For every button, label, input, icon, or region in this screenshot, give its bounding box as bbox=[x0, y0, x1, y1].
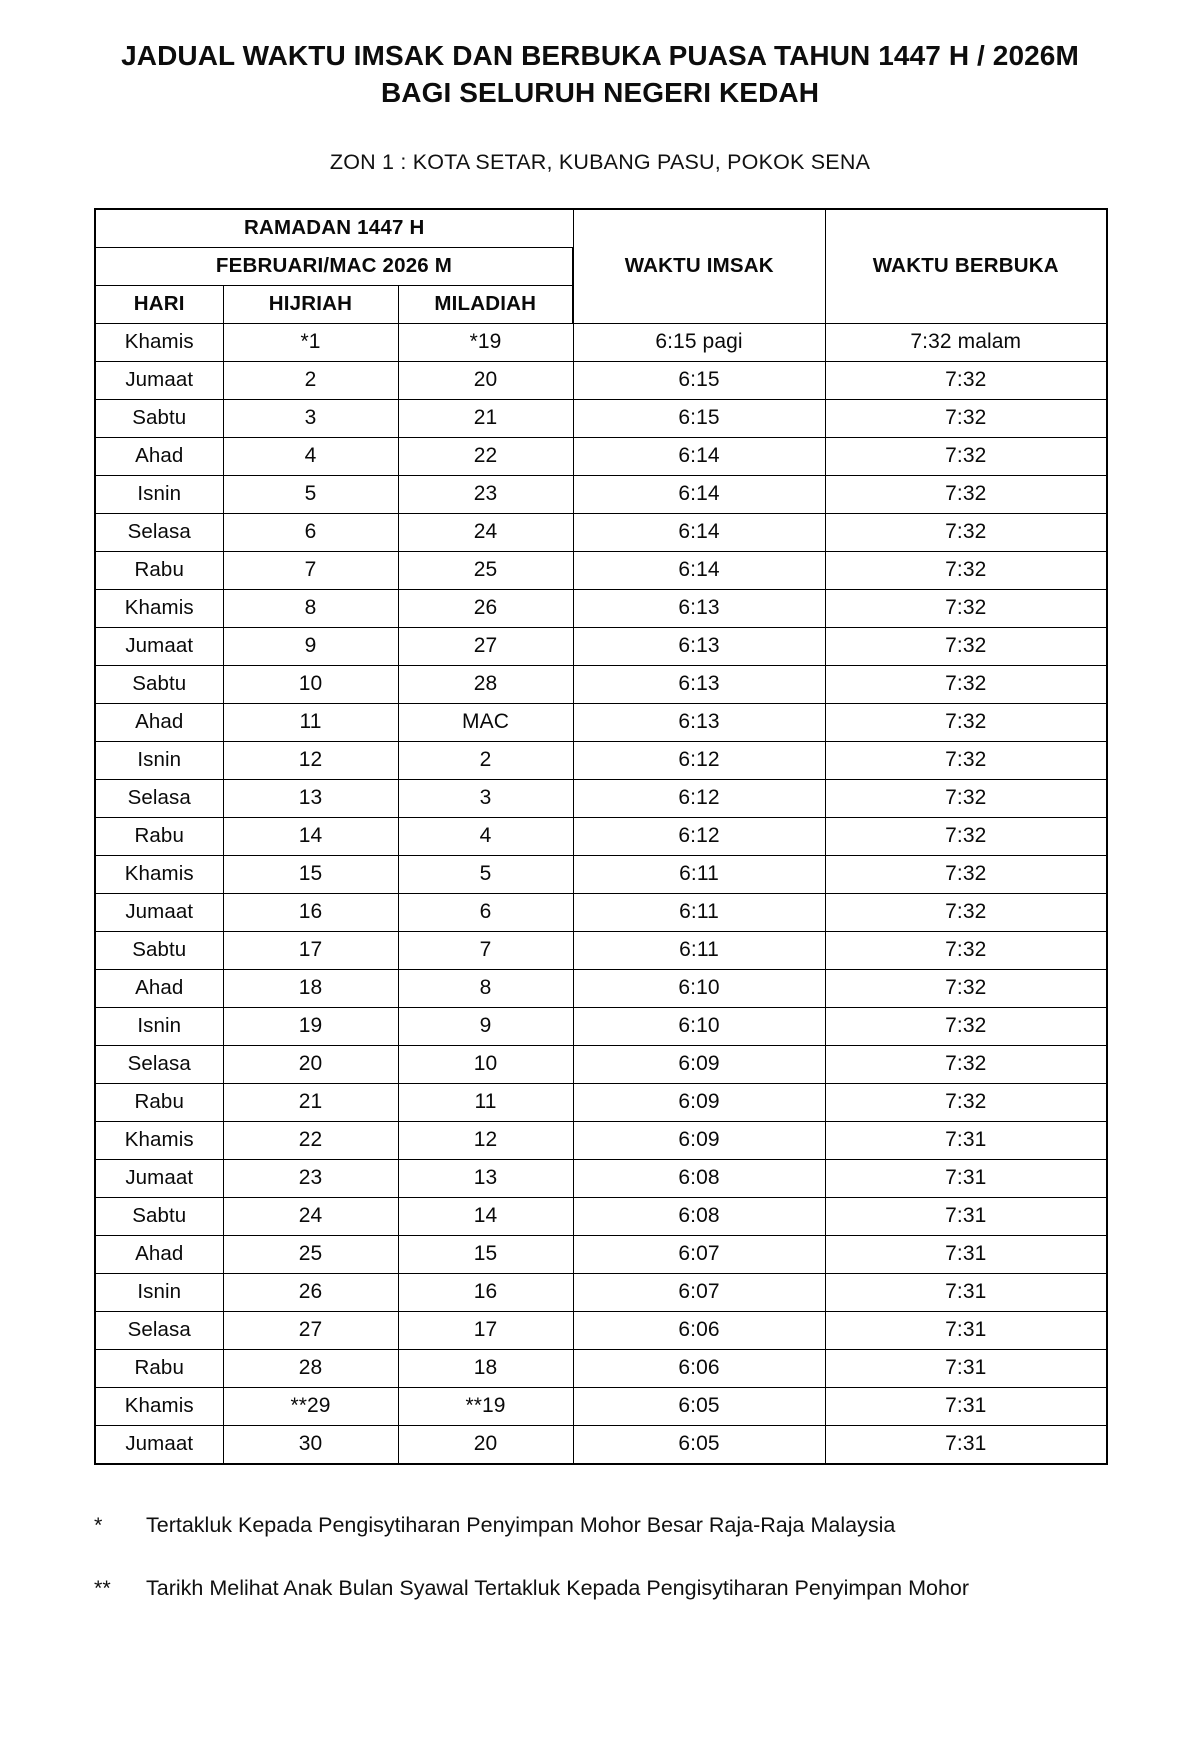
table-row bbox=[95, 779, 1107, 817]
table-row bbox=[95, 1425, 1107, 1464]
cell-hari: Jumaat bbox=[95, 1425, 223, 1464]
cell-hari: Jumaat bbox=[95, 1159, 223, 1197]
cell-hijriah: 30 bbox=[223, 1425, 398, 1464]
cell-miladiah: 18 bbox=[398, 1349, 573, 1387]
table-row bbox=[95, 969, 1107, 1007]
cell-hari: Khamis bbox=[95, 1121, 223, 1159]
cell-waktu-imsak: 6:10 bbox=[573, 1007, 825, 1045]
cell-hari: Isnin bbox=[95, 741, 223, 779]
table-row bbox=[95, 1235, 1107, 1273]
table-row bbox=[95, 855, 1107, 893]
cell-waktu-berbuka: 7:31 bbox=[825, 1349, 1107, 1387]
cell-waktu-imsak: 6:13 bbox=[573, 703, 825, 741]
cell-waktu-imsak: 6:12 bbox=[573, 817, 825, 855]
cell-hari: Selasa bbox=[95, 513, 223, 551]
cell-miladiah: 16 bbox=[398, 1273, 573, 1311]
cell-hari: Jumaat bbox=[95, 627, 223, 665]
cell-miladiah: 4 bbox=[398, 817, 573, 855]
cell-miladiah: 28 bbox=[398, 665, 573, 703]
cell-waktu-imsak: 6:11 bbox=[573, 931, 825, 969]
cell-hari: Isnin bbox=[95, 1273, 223, 1311]
table-row bbox=[95, 1311, 1107, 1349]
cell-waktu-imsak: 6:13 bbox=[573, 589, 825, 627]
table-row bbox=[95, 817, 1107, 855]
cell-waktu-berbuka: 7:32 bbox=[825, 361, 1107, 399]
cell-hari: Jumaat bbox=[95, 361, 223, 399]
footnotes-section bbox=[94, 1511, 1106, 1603]
footnote-double-asterisk bbox=[94, 1574, 1106, 1603]
table-row bbox=[95, 551, 1107, 589]
cell-waktu-berbuka: 7:32 bbox=[825, 627, 1107, 665]
cell-waktu-berbuka: 7:32 bbox=[825, 1083, 1107, 1121]
cell-waktu-imsak: 6:06 bbox=[573, 1349, 825, 1387]
cell-hijriah: 6 bbox=[223, 513, 398, 551]
cell-waktu-berbuka: 7:32 bbox=[825, 855, 1107, 893]
cell-hijriah: 5 bbox=[223, 475, 398, 513]
cell-hari: Rabu bbox=[95, 817, 223, 855]
table-row bbox=[95, 1159, 1107, 1197]
cell-waktu-berbuka: 7:31 bbox=[825, 1387, 1107, 1425]
table-row bbox=[95, 1273, 1107, 1311]
cell-miladiah: 15 bbox=[398, 1235, 573, 1273]
cell-miladiah: 9 bbox=[398, 1007, 573, 1045]
cell-hari: Ahad bbox=[95, 437, 223, 475]
cell-waktu-imsak: 6:08 bbox=[573, 1197, 825, 1235]
table-row bbox=[95, 1007, 1107, 1045]
cell-waktu-imsak: 6:12 bbox=[573, 741, 825, 779]
cell-hari: Sabtu bbox=[95, 931, 223, 969]
imsak-berbuka-table bbox=[94, 208, 1108, 1465]
cell-hari: Rabu bbox=[95, 551, 223, 589]
table-row bbox=[95, 437, 1107, 475]
cell-miladiah: 3 bbox=[398, 779, 573, 817]
cell-hari: Jumaat bbox=[95, 893, 223, 931]
table-row bbox=[95, 1197, 1107, 1235]
cell-hijriah: 20 bbox=[223, 1045, 398, 1083]
table-body bbox=[95, 323, 1107, 1464]
cell-miladiah: 27 bbox=[398, 627, 573, 665]
footnote-single-asterisk bbox=[94, 1511, 1106, 1540]
cell-miladiah: 20 bbox=[398, 1425, 573, 1464]
header-hari: HARI bbox=[95, 285, 223, 323]
cell-miladiah: 6 bbox=[398, 893, 573, 931]
cell-miladiah: 5 bbox=[398, 855, 573, 893]
cell-waktu-berbuka: 7:32 bbox=[825, 817, 1107, 855]
header-miladiah: MILADIAH bbox=[398, 285, 573, 323]
cell-miladiah: 12 bbox=[398, 1121, 573, 1159]
cell-waktu-imsak: 6:12 bbox=[573, 779, 825, 817]
cell-waktu-imsak: 6:14 bbox=[573, 437, 825, 475]
cell-hari: Sabtu bbox=[95, 1197, 223, 1235]
cell-miladiah: 21 bbox=[398, 399, 573, 437]
header-ramadan-year: RAMADAN 1447 H bbox=[95, 209, 573, 248]
cell-hari: Khamis bbox=[95, 855, 223, 893]
cell-hari: Rabu bbox=[95, 1349, 223, 1387]
cell-hari: Selasa bbox=[95, 1045, 223, 1083]
cell-waktu-imsak: 6:13 bbox=[573, 665, 825, 703]
cell-waktu-berbuka: 7:32 bbox=[825, 665, 1107, 703]
cell-hari: Khamis bbox=[95, 323, 223, 361]
table-row bbox=[95, 893, 1107, 931]
cell-waktu-imsak: 6:14 bbox=[573, 551, 825, 589]
cell-miladiah: 17 bbox=[398, 1311, 573, 1349]
cell-miladiah: 11 bbox=[398, 1083, 573, 1121]
cell-miladiah: 22 bbox=[398, 437, 573, 475]
cell-waktu-berbuka: 7:31 bbox=[825, 1197, 1107, 1235]
cell-miladiah: 26 bbox=[398, 589, 573, 627]
cell-hijriah: 11 bbox=[223, 703, 398, 741]
cell-waktu-imsak: 6:10 bbox=[573, 969, 825, 1007]
zone-subtitle: ZON 1 : KOTA SETAR, KUBANG PASU, POKOK SENA bbox=[329, 149, 871, 174]
cell-hari: Ahad bbox=[95, 703, 223, 741]
cell-hari: Sabtu bbox=[95, 399, 223, 437]
cell-miladiah: 13 bbox=[398, 1159, 573, 1197]
table-row bbox=[95, 361, 1107, 399]
cell-miladiah: 25 bbox=[398, 551, 573, 589]
cell-waktu-imsak: 6:05 bbox=[573, 1425, 825, 1464]
header-row-ramadan bbox=[95, 209, 1107, 248]
cell-waktu-berbuka: 7:31 bbox=[825, 1235, 1107, 1273]
table-row bbox=[95, 1083, 1107, 1121]
cell-waktu-berbuka: 7:32 bbox=[825, 437, 1107, 475]
cell-waktu-imsak: 6:11 bbox=[573, 855, 825, 893]
cell-hijriah: 25 bbox=[223, 1235, 398, 1273]
cell-hari: Ahad bbox=[95, 969, 223, 1007]
cell-waktu-berbuka: 7:32 bbox=[825, 513, 1107, 551]
cell-waktu-imsak: 6:08 bbox=[573, 1159, 825, 1197]
cell-miladiah: 14 bbox=[398, 1197, 573, 1235]
cell-hijriah: 17 bbox=[223, 931, 398, 969]
cell-miladiah: 8 bbox=[398, 969, 573, 1007]
cell-waktu-imsak: 6:14 bbox=[573, 475, 825, 513]
cell-miladiah: **19 bbox=[398, 1387, 573, 1425]
cell-waktu-berbuka: 7:32 bbox=[825, 475, 1107, 513]
table-row bbox=[95, 323, 1107, 361]
cell-miladiah: 10 bbox=[398, 1045, 573, 1083]
cell-waktu-berbuka: 7:31 bbox=[825, 1121, 1107, 1159]
cell-hijriah: 8 bbox=[223, 589, 398, 627]
page-title-line-2: BAGI SELURUH NEGERI KEDAH bbox=[380, 76, 820, 108]
footnote-marker: * bbox=[94, 1512, 103, 1537]
cell-hijriah: 22 bbox=[223, 1121, 398, 1159]
header-waktu-berbuka: WAKTU BERBUKA bbox=[825, 209, 1107, 324]
cell-miladiah: 2 bbox=[398, 741, 573, 779]
cell-waktu-berbuka: 7:32 bbox=[825, 551, 1107, 589]
cell-waktu-berbuka: 7:32 bbox=[825, 703, 1107, 741]
cell-waktu-berbuka: 7:32 bbox=[825, 741, 1107, 779]
footnote-text: Tertakluk Kepada Pengisytiharan Penyimpan Mohor Besar Raja-Raja Malaysia bbox=[146, 1512, 896, 1537]
cell-hijriah: 3 bbox=[223, 399, 398, 437]
table-row bbox=[95, 399, 1107, 437]
cell-hijriah: **29 bbox=[223, 1387, 398, 1425]
cell-waktu-berbuka: 7:32 bbox=[825, 779, 1107, 817]
cell-miladiah: 23 bbox=[398, 475, 573, 513]
cell-hijriah: 18 bbox=[223, 969, 398, 1007]
cell-waktu-imsak: 6:15 bbox=[573, 399, 825, 437]
cell-miladiah: *19 bbox=[398, 323, 573, 361]
cell-waktu-berbuka: 7:32 bbox=[825, 931, 1107, 969]
cell-waktu-berbuka: 7:32 bbox=[825, 893, 1107, 931]
schedule-table-container bbox=[94, 208, 1106, 1465]
cell-hijriah: 19 bbox=[223, 1007, 398, 1045]
cell-hijriah: 14 bbox=[223, 817, 398, 855]
header-gregorian-months: FEBRUARI/MAC 2026 M bbox=[95, 247, 573, 285]
table-row bbox=[95, 627, 1107, 665]
cell-hijriah: 23 bbox=[223, 1159, 398, 1197]
table-row bbox=[95, 703, 1107, 741]
header-waktu-imsak: WAKTU IMSAK bbox=[573, 209, 825, 324]
cell-waktu-berbuka: 7:31 bbox=[825, 1273, 1107, 1311]
cell-waktu-berbuka: 7:31 bbox=[825, 1159, 1107, 1197]
cell-miladiah: 24 bbox=[398, 513, 573, 551]
cell-hari: Isnin bbox=[95, 475, 223, 513]
cell-hijriah: 24 bbox=[223, 1197, 398, 1235]
cell-waktu-berbuka: 7:32 bbox=[825, 399, 1107, 437]
table-row bbox=[95, 1121, 1107, 1159]
cell-waktu-berbuka: 7:31 bbox=[825, 1311, 1107, 1349]
cell-hijriah: 15 bbox=[223, 855, 398, 893]
cell-waktu-imsak: 6:15 pagi bbox=[573, 323, 825, 361]
cell-hijriah: 9 bbox=[223, 627, 398, 665]
cell-hijriah: 13 bbox=[223, 779, 398, 817]
cell-waktu-berbuka: 7:32 bbox=[825, 1045, 1107, 1083]
cell-waktu-berbuka: 7:32 bbox=[825, 969, 1107, 1007]
table-row bbox=[95, 741, 1107, 779]
page-title-line-1: JADUAL WAKTU IMSAK DAN BERBUKA PUASA TAHUN 1447 H / 2026M bbox=[121, 40, 1079, 71]
cell-hijriah: 2 bbox=[223, 361, 398, 399]
cell-hijriah: 28 bbox=[223, 1349, 398, 1387]
footnote-text: Tarikh Melihat Anak Bulan Syawal Tertakluk Kepada Pengisytiharan Penyimpan Mohor bbox=[146, 1575, 970, 1600]
cell-waktu-imsak: 6:09 bbox=[573, 1045, 825, 1083]
cell-hijriah: 16 bbox=[223, 893, 398, 931]
cell-waktu-berbuka: 7:32 bbox=[825, 1007, 1107, 1045]
cell-hijriah: 7 bbox=[223, 551, 398, 589]
table-row bbox=[95, 475, 1107, 513]
cell-waktu-berbuka: 7:32 malam bbox=[825, 323, 1107, 361]
cell-hijriah: 26 bbox=[223, 1273, 398, 1311]
cell-hari: Khamis bbox=[95, 589, 223, 627]
header-hijriah: HIJRIAH bbox=[223, 285, 398, 323]
footnote-marker: ** bbox=[94, 1575, 111, 1600]
cell-waktu-berbuka: 7:32 bbox=[825, 589, 1107, 627]
cell-hijriah: 21 bbox=[223, 1083, 398, 1121]
cell-hari: Ahad bbox=[95, 1235, 223, 1273]
table-row bbox=[95, 1387, 1107, 1425]
table-row bbox=[95, 589, 1107, 627]
cell-waktu-imsak: 6:09 bbox=[573, 1121, 825, 1159]
cell-miladiah: 20 bbox=[398, 361, 573, 399]
cell-waktu-berbuka: 7:31 bbox=[825, 1425, 1107, 1464]
cell-hijriah: 10 bbox=[223, 665, 398, 703]
cell-miladiah: MAC bbox=[398, 703, 573, 741]
cell-waktu-imsak: 6:11 bbox=[573, 893, 825, 931]
cell-hari: Sabtu bbox=[95, 665, 223, 703]
cell-waktu-imsak: 6:05 bbox=[573, 1387, 825, 1425]
cell-waktu-imsak: 6:07 bbox=[573, 1273, 825, 1311]
cell-hari: Isnin bbox=[95, 1007, 223, 1045]
cell-hijriah: 12 bbox=[223, 741, 398, 779]
table-row bbox=[95, 931, 1107, 969]
table-row bbox=[95, 1045, 1107, 1083]
cell-hijriah: 27 bbox=[223, 1311, 398, 1349]
cell-hari: Rabu bbox=[95, 1083, 223, 1121]
cell-waktu-imsak: 6:14 bbox=[573, 513, 825, 551]
page-title-block bbox=[0, 0, 1200, 112]
cell-waktu-imsak: 6:09 bbox=[573, 1083, 825, 1121]
table-row bbox=[95, 1349, 1107, 1387]
table-row bbox=[95, 513, 1107, 551]
cell-waktu-imsak: 6:13 bbox=[573, 627, 825, 665]
cell-hari: Khamis bbox=[95, 1387, 223, 1425]
table-row bbox=[95, 665, 1107, 703]
table-head bbox=[95, 209, 1107, 324]
cell-waktu-imsak: 6:15 bbox=[573, 361, 825, 399]
cell-hijriah: 4 bbox=[223, 437, 398, 475]
cell-hijriah: *1 bbox=[223, 323, 398, 361]
cell-waktu-imsak: 6:07 bbox=[573, 1235, 825, 1273]
cell-hari: Selasa bbox=[95, 779, 223, 817]
cell-waktu-imsak: 6:06 bbox=[573, 1311, 825, 1349]
cell-hari: Selasa bbox=[95, 1311, 223, 1349]
cell-miladiah: 7 bbox=[398, 931, 573, 969]
